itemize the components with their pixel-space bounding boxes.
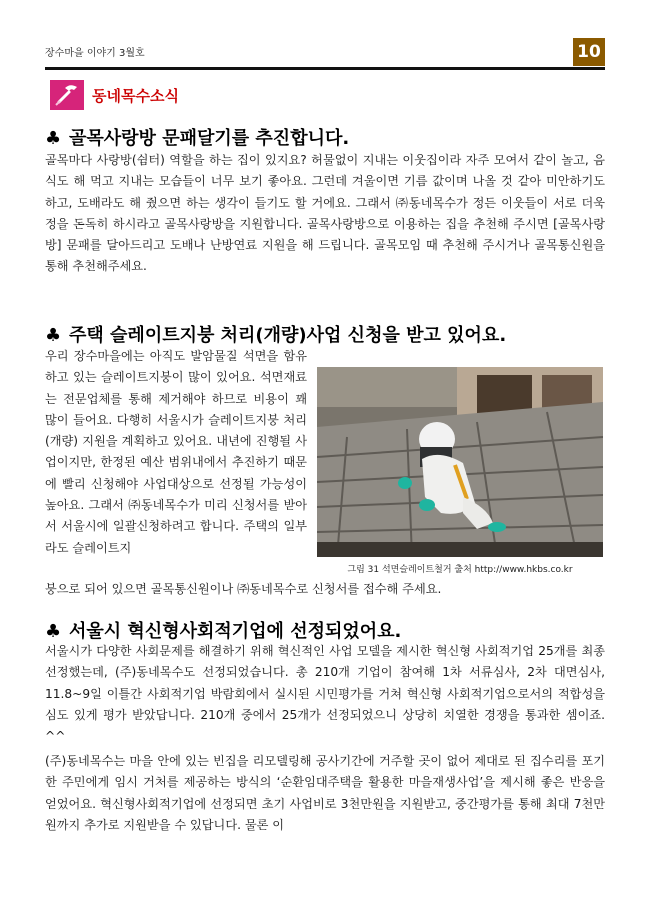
asbestos-removal-photo (317, 367, 603, 557)
article-heading-2 (45, 321, 506, 347)
section-label: 동네목수소식 (92, 87, 179, 105)
article-body-2-continued: 붕으로 되어 있으면 골목통신원이나 ㈜동네목수로 신청서를 접수해 주세요. (45, 582, 442, 596)
header-divider (45, 67, 605, 70)
article-body-1: 골목마다 사랑방(쉼터) 역할을 하는 집이 있지요? 허물없이 지내는 이웃집이라 자주 모여서 같이 놀고, 음식도 해 먹고 지내는 모습들이 너무 보기 좋아요. 그런데 겨울이면 기름 값이며 나올 것 같아 미안하기도 하고, 도배라도 해 줬으면 하는 생각이 들기도 할 거에요. 그래서 ㈜동네목수가 정든 이웃들이 서로 더욱 정을 돈독히 하시라고 골목사랑방을 지원합니다. 골목사랑방으로 이용하는 집을 추천해 주시면 [골목사랑방] 문패를 달아드리고 도배나 난방연료 지원을 해 드립니다. 골목모임 때 추천해 주시거나 골목통신원을 통해 추천해주세요. (45, 153, 605, 274)
article-heading-3 (45, 617, 401, 643)
club-marker: ♣ (45, 325, 62, 346)
article-body-3-paragraph-2: (주)동네목수는 마을 안에 있는 빈집을 리모델링해 공사기간에 거주할 곳이 없어 제대로 된 집수리를 포기한 주민에게 임시 거처를 제공하는 방식의 ‘순환임대주택을 활용한 마을재생사업’을 제시해 좋은 반응을 얻었어요. 혁신형사회적기업에 선정되면 초기 사업비로 3천만원을 지원받고, 중간평가를 통해 최대 7천만원까지 추가로 지원받을 수 있답니다. 물론 이 (45, 754, 605, 832)
club-marker: ♣ (45, 621, 62, 642)
article-body-3: 서울시가 다양한 사회문제를 해결하기 위해 혁신적인 사업 모델을 제시한 혁신형 사회적기업 25개를 최종 선정했는데, (주)동네목수도 선정되었습니다. 총 210개 기업이 참여해 1차 서류심사, 2차 대면심사, 11.8~9일 이틀간 사회적기업 박람회에서 실시된 시민평가를 거쳐 혁신형 사회적기업으로서의 적합성을 심도 있게 평가 받았답니다. 210개 중에서 25개가 선정되었으니 상당히 치열한 경쟁을 통과한 셈이죠. ^^ (45, 644, 605, 744)
article-heading-text: 골목사랑방 문패달기를 추진합니다. (69, 128, 350, 149)
article-heading-text: 주택 슬레이트지붕 처리(개량)사업 신청을 받고 있어요. (69, 325, 507, 346)
newsletter-title: 장수마을 이야기 3월호 (45, 48, 145, 59)
article-heading-text: 서울시 혁신형사회적기업에 선정되었어요. (69, 621, 402, 642)
hammer-icon (50, 80, 84, 110)
article-heading-1 (45, 124, 349, 150)
article-body-2: 우리 장수마을에는 아직도 발암물질 석면을 함유하고 있는 슬레이트지붕이 많이 있어요. 석면재료는 전문업체를 통해 제거해야 하므로 비용이 꽤 많이 들어요. 다행히 서울시가 슬레이트지붕 처리(개량) 지원을 계획하고 있어요. 내년에 진행될 사업이지만, 한정된 예산 범위내에서 추진하기 때문에 빨리 신청해야 사업대상으로 선정될 가능성이 높아요. 그래서 ㈜동네목수가 미리 신청서를 받아서 서울시에 일괄신청하려고 합니다. 주택의 일부라도 슬레이트지 (45, 349, 307, 555)
photo-caption: 그림 31 석면슬레이트철거 출처 http://www.hkbs.co.kr (347, 565, 573, 575)
page-header (45, 38, 605, 68)
page-number-badge: 10 (573, 38, 605, 66)
club-marker: ♣ (45, 128, 62, 149)
